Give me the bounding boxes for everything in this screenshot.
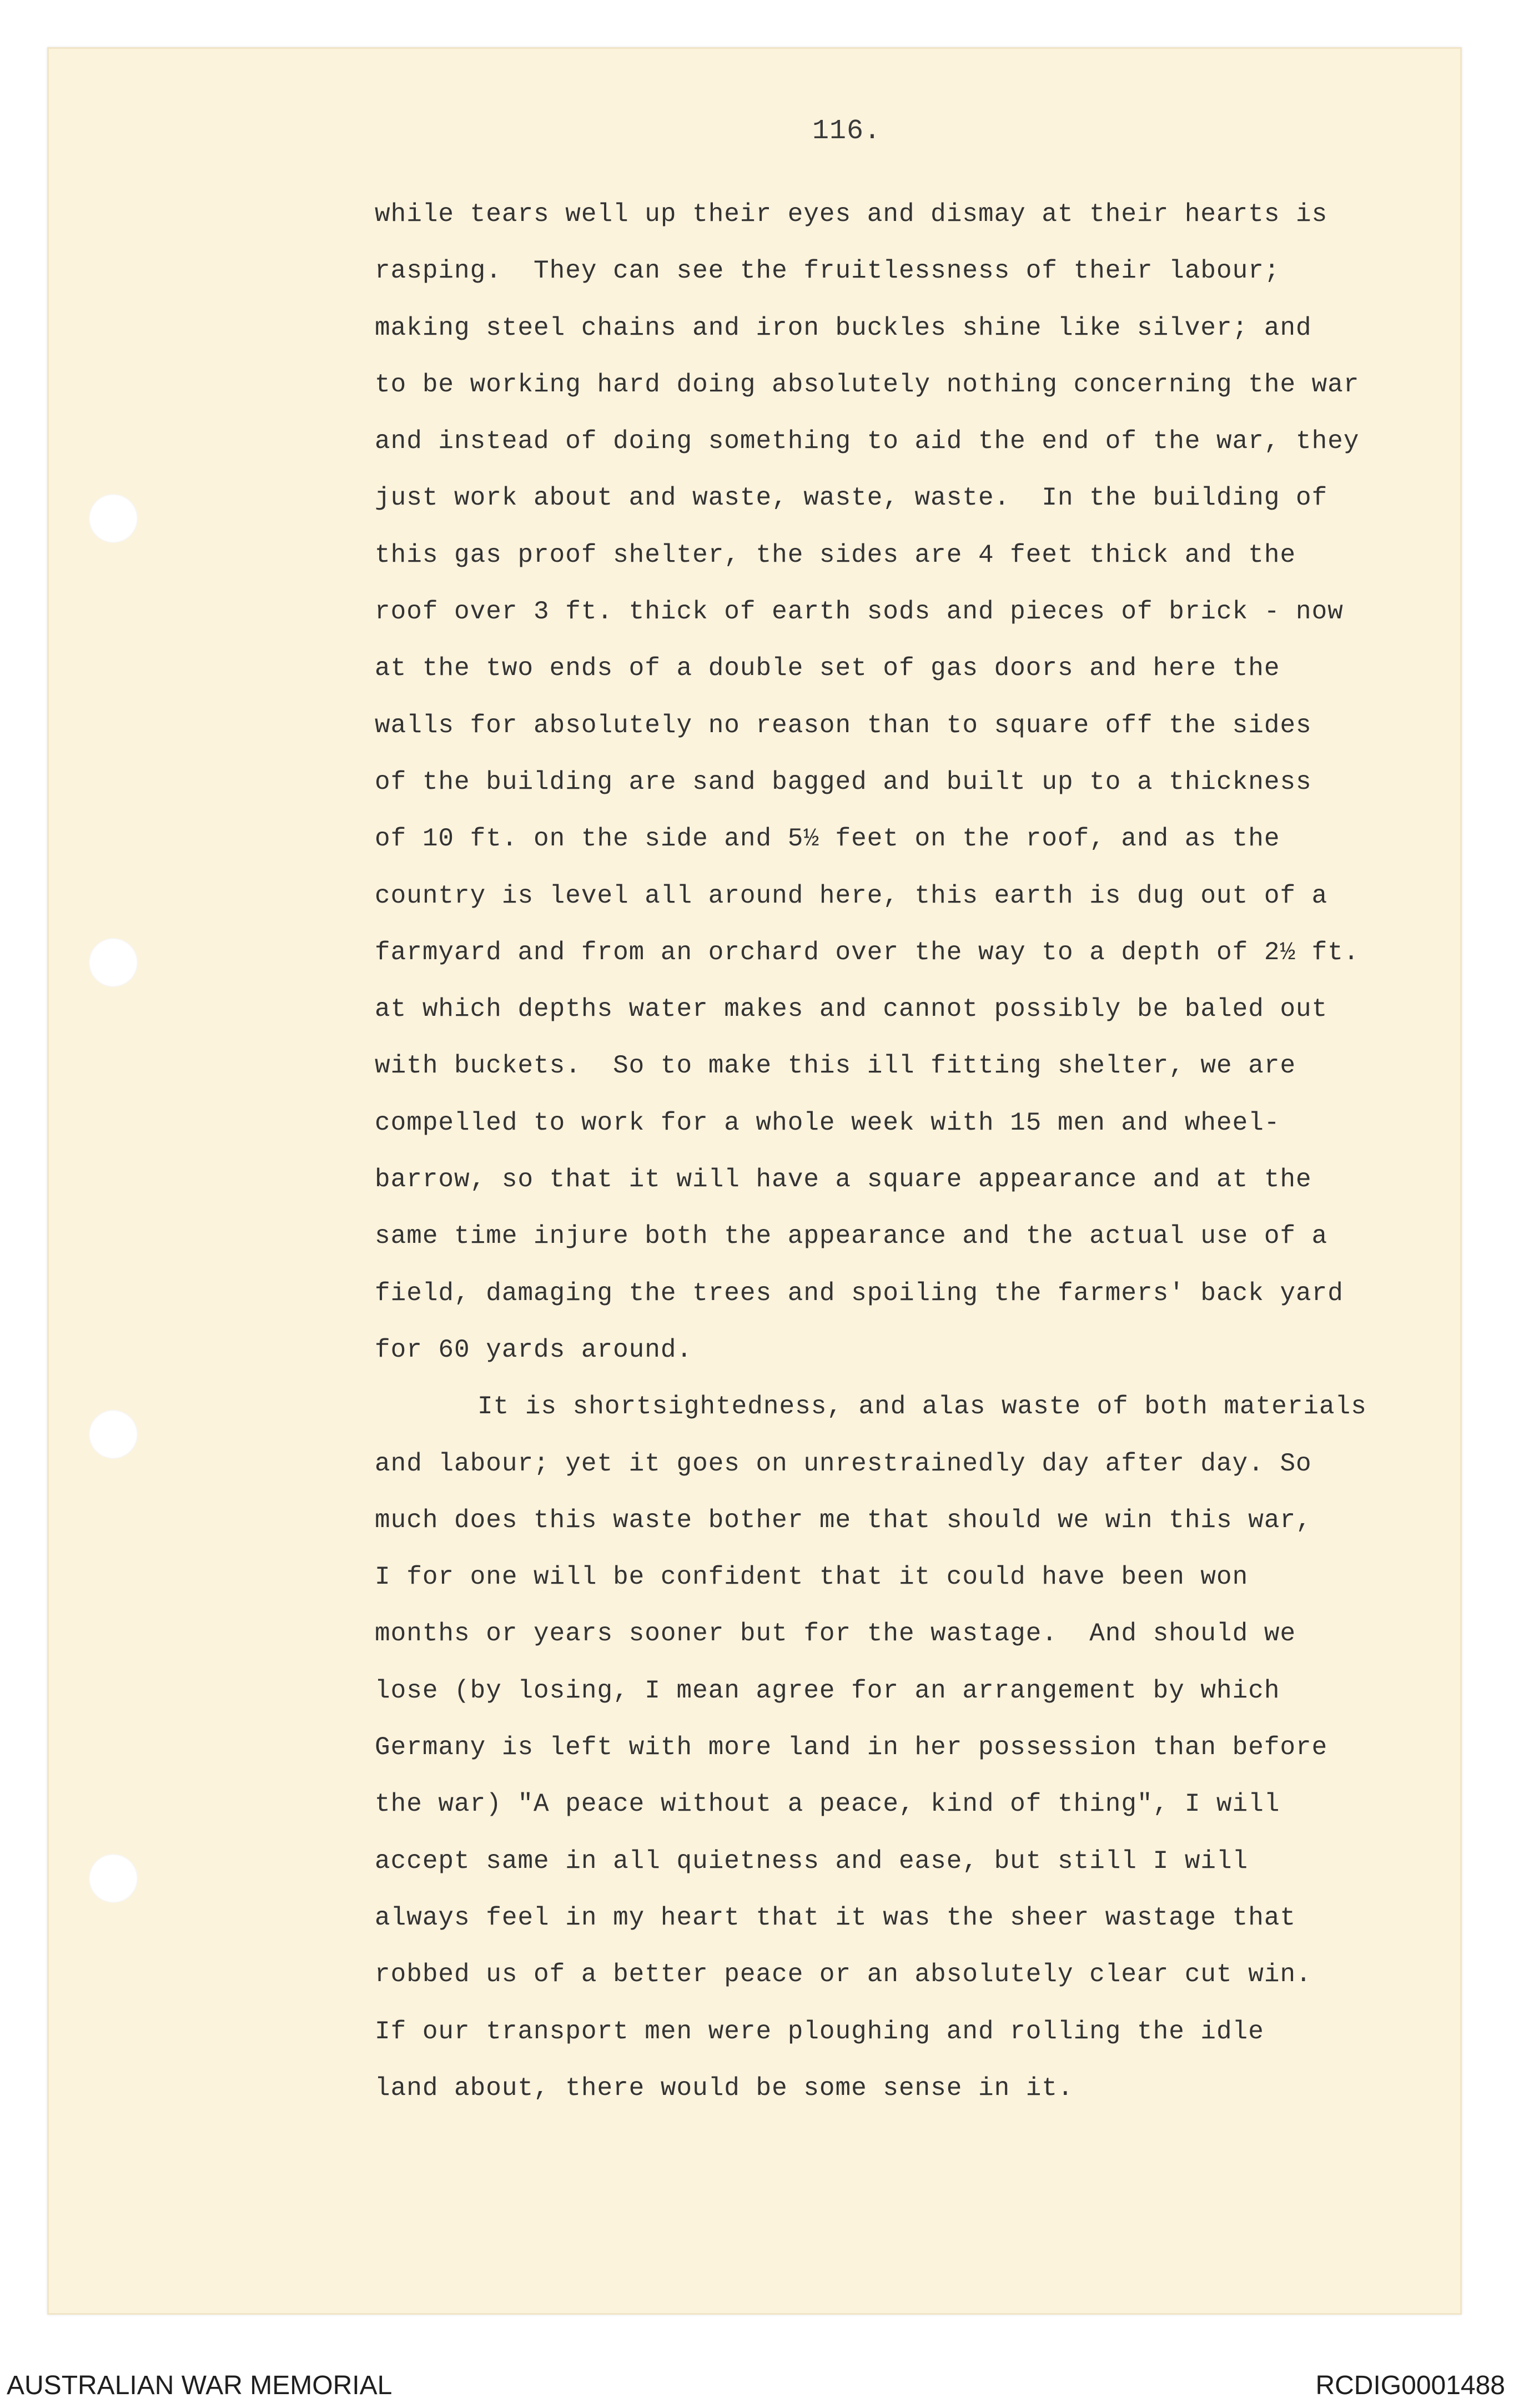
text-line: always feel in my heart that it was the sheer wastage that [375, 1903, 1296, 1932]
text-line: land about, there would be some sense in it. [375, 2073, 1074, 2103]
document-page [47, 47, 1462, 2315]
punch-hole-4 [89, 1854, 138, 1903]
text-line: to be working hard doing absolutely nothing concerning the war [375, 370, 1360, 399]
text-line: and labour; yet it goes on unrestrainedly day after day. So [375, 1449, 1312, 1478]
text-line: robbed us of a better peace or an absolutely clear cut win. [375, 1960, 1312, 1989]
text-line: accept same in all quietness and ease, but still I will [375, 1846, 1249, 1876]
text-line: of the building are sand bagged and built up to a thickness [375, 767, 1312, 797]
text-line: Germany is left with more land in her possession than before [375, 1733, 1328, 1762]
text-line: this gas proof shelter, the sides are 4 feet thick and the [375, 540, 1296, 570]
text-line: If our transport men were ploughing and rolling the idle [375, 2017, 1264, 2046]
text-line: farmyard and from an orchard over the way to a depth of 2½ ft. [375, 938, 1360, 967]
text-line: compelled to work for a whole week with 15 men and wheel- [375, 1108, 1280, 1137]
text-line: I for one will be confident that it could have been won [375, 1563, 1249, 1592]
footer-record-id: RCDIG0001488 [1315, 2371, 1505, 2400]
text-line: at which depths water makes and cannot possibly be baled out [375, 995, 1328, 1024]
text-line: and instead of doing something to aid the end of the war, they [375, 427, 1360, 456]
text-line: the war) "A peace without a peace, kind of thing", I will [375, 1790, 1280, 1819]
text-line: field, damaging the trees and spoiling the farmers' back yard [375, 1278, 1344, 1308]
text-line: while tears well up their eyes and dismay at their hearts is [375, 200, 1328, 229]
text-line: lose (by losing, I mean agree for an arrangement by which [375, 1676, 1280, 1705]
text-line: with buckets. So to make this ill fitting shelter, we are [375, 1051, 1296, 1081]
text-line: same time injure both the appearance and the actual use of a [375, 1222, 1328, 1251]
text-line: It is shortsightedness, and alas waste of both materials [477, 1392, 1367, 1422]
punch-hole-3 [89, 1410, 138, 1459]
text-line: country is level all around here, this earth is dug out of a [375, 881, 1328, 910]
text-line: making steel chains and iron buckles shine like silver; and [375, 313, 1312, 342]
text-line: much does this waste bother me that should we win this war, [375, 1505, 1312, 1535]
paragraph [375, 186, 1430, 1378]
page-number: 116. [812, 115, 882, 147]
punch-hole-1 [89, 494, 138, 543]
text-line: rasping. They can see the fruitlessness of their labour; [375, 256, 1280, 286]
text-line: for 60 yards around. [375, 1335, 693, 1364]
text-line: at the two ends of a double set of gas doors and here the [375, 654, 1280, 683]
footer-institution-label: AUSTRALIAN WAR MEMORIAL [7, 2371, 393, 2400]
text-line: of 10 ft. on the side and 5½ feet on the roof, and as the [375, 824, 1280, 854]
text-line: just work about and waste, waste, waste. In the building of [375, 483, 1328, 513]
text-line: roof over 3 ft. thick of earth sods and pieces of brick - now [375, 597, 1344, 627]
typed-body-text [375, 186, 1430, 2117]
paragraph [375, 1378, 1430, 2117]
text-line: walls for absolutely no reason than to square off the sides [375, 711, 1312, 740]
text-line: barrow, so that it will have a square appearance and at the [375, 1165, 1312, 1195]
text-line: months or years sooner but for the wastage. And should we [375, 1619, 1296, 1649]
punch-hole-2 [89, 938, 138, 987]
